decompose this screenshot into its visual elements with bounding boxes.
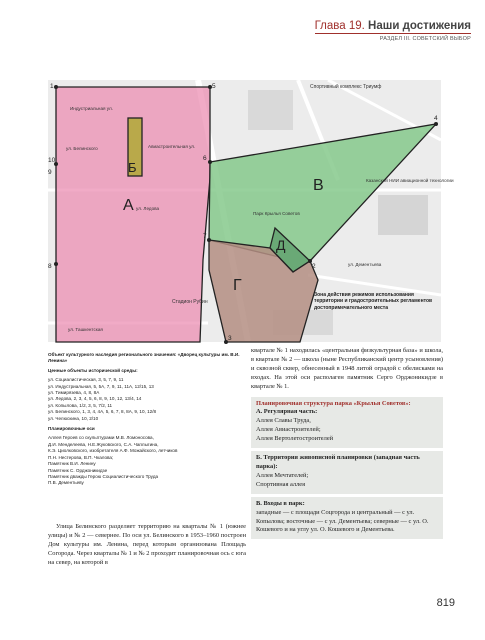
body-text-left [48,523,246,568]
paragraph: квартале № 1 находилась «центральная физкультурная база» и школа, в квартале № 2 — школа (ныне Республиканский центр усыновления) и сквозной сквер, обнесенный в 1948 литой оградой с обелисками на входах. На этой оси располаген памятник Серго Орджоникидзе в квартале № 1. [251,347,443,390]
map-label-street: ул. Дементьева [348,262,382,267]
point-label: 1 [50,83,54,90]
list-item: Аллея Славы Труда, [256,417,311,425]
legend-item: ул. Челюскина, 10, 2/10 [48,415,99,421]
park-structure-box [251,397,443,449]
section-b-title: Б. Территория живописной планировки (западная часть парка): [256,454,420,470]
zoning-map [48,80,454,342]
legend-item: ул. Социалистическая, 3, 5, 7, 9, 11 [48,377,124,383]
park-structure-box [251,451,443,494]
header-title [315,20,471,32]
list-item: Спортивная аллея [256,480,306,488]
point-label: 7 [203,233,207,240]
list-item: Аллея Вертолетостроителей [256,435,334,443]
point-label: 4 [434,115,438,122]
chapter-label: Глава 19. [314,20,365,32]
map-label-stadium: Стадион Рубин [172,299,208,305]
chapter-title: Наши достижения [368,20,471,32]
legend-item: ул. Копылова, 1/2, 3, 5, 7/2, 11 [48,402,113,408]
boundary-point [434,122,438,126]
map-label-street: ул. Белинского [66,146,98,151]
legend-note [314,292,438,338]
legend-item: Памятник В.И. Ленину [48,461,96,467]
point-label: 9 [48,169,52,176]
legend-object-title: Объект культурного наследия регионального значения: «Дворец культуры им. В.И. Ленина» [48,352,240,364]
list-item: Аллея Мечтателей; [256,471,309,479]
running-header [315,20,471,42]
legend-item: ул. Ледова, 2, 3, 4, 5, 6, 8, 9, 10, 12, 13/4, 14 [48,396,142,402]
zone-letter-v: В [313,177,324,194]
legend-item: К.Э. Циолковского, изобретателя А.Ф. Можайского, летчиков [48,448,178,454]
legend-item: П.В. Дементьеву [48,480,84,486]
map-label-park: Парк Крылья Советов [253,211,300,216]
legend-item: Д.И. Менделеева, Н.Е.Жуковского, С.А. Чаплыгина, [48,441,159,447]
legend-item: Памятник дважды Герою Социалистического Труда [48,473,159,479]
legend-item: Аллея Героев со скульптурами М.В. Ломоносова, [48,435,154,441]
map-building [248,90,293,130]
map-label-institute: Казанский НИИ авиационной технологии [366,178,454,183]
boundary-point [54,85,58,89]
right-column [251,347,443,539]
point-label: 6 [203,155,207,162]
page-number: 819 [436,597,455,609]
boundary-point [207,238,211,242]
boundary-point [208,160,212,164]
paragraph: Улица Белинского разделяет территорию на кварталы № 1 (южнее улицы) и № 2 — севернее. По оси ул. Белинского в 1953–1960 построен Дом культуры им. Ленина, перед которым организована Площадь Согорода. Через кварталы № 1 и № 2 проходит планировочная ось с юга на север, на которой в [48,523,246,566]
legend-plan-title: Планировочные оси [48,426,95,432]
map-label-sport: Спортивный комплекс Триумф [310,84,382,90]
map-label-street: ул. Ледова [136,206,160,211]
section-label: РАЗДЕЛ III. СОВЕТСКИЙ ВЫБОР [315,33,471,42]
legend-item: Памятник С. Орджоникидзе [48,467,108,473]
legend-valuable-list [48,377,246,422]
boundary-point [54,262,58,266]
park-structure-box [251,497,443,540]
map-label-street: ул. Ташкентская [68,327,103,332]
zone-letter-d: Д [276,237,286,253]
legend-note-text: Зона действия режимов использования территории и градостроительных регламентов достопримечательного места [314,292,433,311]
legend-item: ул. Индустриальная, 5, 5А, 7, 9, 11, 11А, 12/15, 13 [48,383,154,389]
zone-letter-g: Г [233,277,242,294]
section-a-title: А. Регулярная часть: [256,408,318,416]
map-label-street: Индустриальная ул. [70,106,113,111]
list-item: Аллея Авиастроителей; [256,426,321,434]
legend-item: ул. Тимирязева, 4, 8, 8А [48,390,100,396]
map-building [378,195,428,235]
legend-valuable-title: Ценные объекты исторической среды: [48,367,138,373]
point-label: 10 [48,157,56,164]
legend-item: П.Н. Нестерова, В.П. Чкалова; [48,454,114,460]
map-label-street: Авиастроительная ул. [148,144,196,149]
legend-plan-list [48,435,246,486]
point-label: 3 [228,335,232,342]
point-label: 5 [212,83,216,90]
zone-letter-a: А [123,197,134,214]
legend-item: ул. Белинского, 1, 3, 4, 4А, 5, 6, 7, 8, 8А, 9, 10, 12/8 [48,409,157,415]
section-v-title: В. Входы в парк: [256,499,305,507]
zone-letter-b: Б [128,160,137,175]
point-label: 2 [312,263,316,270]
map-legend [48,350,246,487]
point-label: 8 [48,263,52,270]
entrances-text: западные — с площади Соцгорода и центральный — с ул. Копылова; восточные — с ул. Дементьева; северные — с ул. О. Кошевого и на углу ул. О. Кошевого и Дементьева. [256,508,429,534]
box-title: Планировочная структура парка «Крылья Советов»: [256,399,411,407]
